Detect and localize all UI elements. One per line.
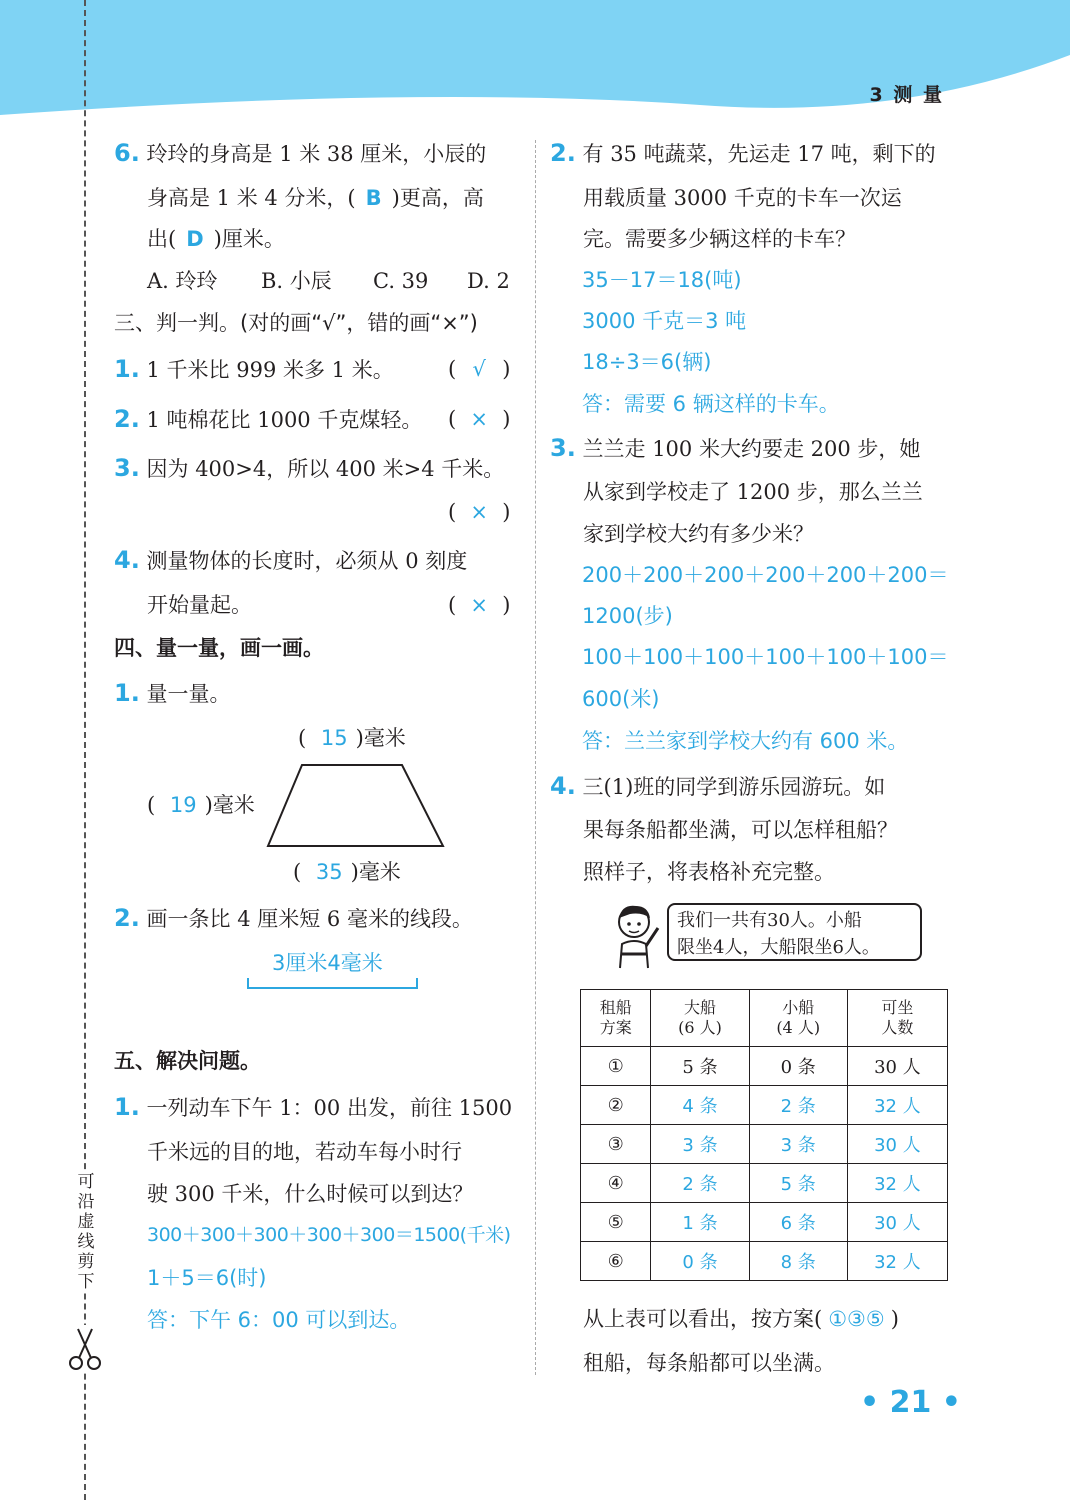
boat-conclusion-line2: 租船，每条船都可以坐满。 — [583, 1351, 835, 1375]
draw-answer: 3厘米4毫米 — [272, 951, 383, 975]
truck-answer-2: 3000 千克＝3 吨 — [582, 309, 747, 333]
boat-rental-table — [580, 989, 948, 1281]
q6-number: 6. — [114, 139, 140, 167]
trapezoid-top-label: ( 15 )毫米 — [298, 726, 406, 750]
q6-line1: 6. 玲玲的身高是 1 米 38 厘米，小辰的 — [114, 139, 487, 167]
q6-answer-2: D — [186, 227, 204, 251]
scissors-icon — [66, 1325, 104, 1373]
header-people: 可坐 人数 — [847, 990, 947, 1047]
truck-q-line3: 完。需要多少辆这样的卡车？ — [583, 227, 856, 251]
trapezoid-left-label: ( 19 )毫米 — [147, 793, 255, 817]
train-q-line1: 1. 一列动车下午 1：00 出发，前往 1500 — [114, 1093, 513, 1121]
judge-item-1: 1. 1 千米比 999 米多 1 米。 — [114, 355, 394, 383]
table-row: ④ 2 条 5 条 32 人 — [581, 1164, 948, 1203]
train-q-line3: 驶 300 千米，什么时候可以到达？ — [147, 1182, 474, 1206]
header-small-boat: 小船 (4 人) — [749, 990, 847, 1047]
page-number: • 21 • — [860, 1385, 961, 1420]
q6-answer-1: B — [365, 186, 382, 210]
steps-q-line1: 3. 兰兰走 100 米大约要走 200 步，她 — [550, 434, 921, 462]
draw-question: 2. 画一条比 4 厘米短 6 毫米的线段。 — [114, 904, 473, 932]
section4-title: 四、量一量，画一画。 — [114, 636, 324, 660]
truck-answer-4: 答：需要 6 辆这样的卡车。 — [582, 392, 840, 416]
speech-bubble: 我们一共有30人。小船 限坐4人，大船限坐6人。 — [667, 903, 922, 961]
steps-q-line3: 家到学校大约有多少米？ — [583, 522, 814, 546]
steps-answer-2: 1200(步) — [582, 604, 673, 628]
section3-title: 三、判一判。(对的画“√”，错的画“×”) — [114, 311, 478, 335]
q6-line2: 身高是 1 米 4 分米，( B )更高，高 — [147, 186, 484, 210]
table-row: ① 5 条 0 条 30 人 — [581, 1047, 948, 1086]
trapezoid-bottom-label: ( 35 )毫米 — [293, 860, 401, 884]
judge-item-2: 2. 1 吨棉花比 1000 千克煤轻。 — [114, 405, 423, 433]
truck-q-line1: 2. 有 35 吨蔬菜，先运走 17 吨，剩下的 — [550, 139, 936, 167]
header-big-boat: 大船 (6 人) — [651, 990, 749, 1047]
boy-illustration — [608, 898, 668, 970]
boat-q-line2: 果每条船都坐满，可以怎样租船？ — [583, 818, 898, 842]
train-answer-2: 1＋5＝6(时) — [147, 1266, 267, 1290]
truck-answer-3: 18÷3＝6(辆) — [582, 350, 712, 374]
trapezoid-shape — [264, 760, 446, 850]
boat-q-line3: 照样子，将表格补充完整。 — [583, 860, 835, 884]
train-answer-3: 答：下午 6：00 可以到达。 — [147, 1308, 411, 1332]
table-row: ⑤ 1 条 6 条 30 人 — [581, 1203, 948, 1242]
chapter-title: 3 测 量 — [869, 84, 944, 106]
judge-answer-3: ( × ) — [448, 500, 511, 524]
steps-answer-3: 100＋100＋100＋100＋100＋100＝ — [582, 645, 949, 669]
judge-item-3: 3. 因为 400>4，所以 400 米>4 千米。 — [114, 454, 505, 482]
truck-answer-1: 35－17＝18(吨) — [582, 268, 742, 292]
table-row: ③ 3 条 3 条 30 人 — [581, 1125, 948, 1164]
drawn-segment — [246, 976, 420, 992]
q6-line3: 出( D )厘米。 — [147, 227, 285, 251]
judge-item-4: 4. 测量物体的长度时，必须从 0 刻度 — [114, 546, 468, 574]
boat-conclusion-answer: ①③⑤ — [828, 1307, 885, 1331]
steps-answer-5: 答：兰兰家到学校大约有 600 米。 — [582, 729, 909, 753]
steps-answer-4: 600(米) — [582, 687, 660, 711]
judge-item-4-cont: 开始量起。 — [147, 593, 252, 617]
table-header-row — [581, 990, 948, 1047]
table-row: ⑥ 0 条 8 条 32 人 — [581, 1242, 948, 1281]
truck-q-line2: 用载质量 3000 千克的卡车一次运 — [583, 186, 902, 210]
cut-hint: 可沿虚线剪下 — [72, 1172, 100, 1292]
train-answer-1: 300＋300＋300＋300＋300＝1500(千米) — [147, 1224, 511, 1246]
boat-conclusion-line1: 从上表可以看出，按方案( ①③⑤ ) — [583, 1307, 899, 1331]
measure-question: 1. 量一量。 — [114, 679, 231, 707]
header-plan: 租船 方案 — [581, 990, 651, 1047]
train-q-line2: 千米远的目的地，若动车每小时行 — [147, 1140, 462, 1164]
judge-answer-1: ( √ ) — [448, 357, 511, 381]
table-row: ② 4 条 2 条 32 人 — [581, 1086, 948, 1125]
boat-q-line1: 4. 三(1)班的同学到游乐园游玩。如 — [550, 772, 886, 800]
q6-options: A. 玲玲 B. 小辰 C. 39 D. 2 — [147, 269, 510, 293]
header-band — [0, 0, 1070, 130]
section5-title: 五、解决问题。 — [114, 1049, 261, 1073]
steps-answer-1: 200＋200＋200＋200＋200＋200＝ — [582, 563, 949, 587]
column-divider — [535, 140, 536, 1375]
judge-answer-2: ( × ) — [448, 407, 511, 431]
steps-q-line2: 从家到学校走了 1200 步，那么兰兰 — [583, 480, 923, 504]
judge-answer-4: ( × ) — [448, 593, 511, 617]
